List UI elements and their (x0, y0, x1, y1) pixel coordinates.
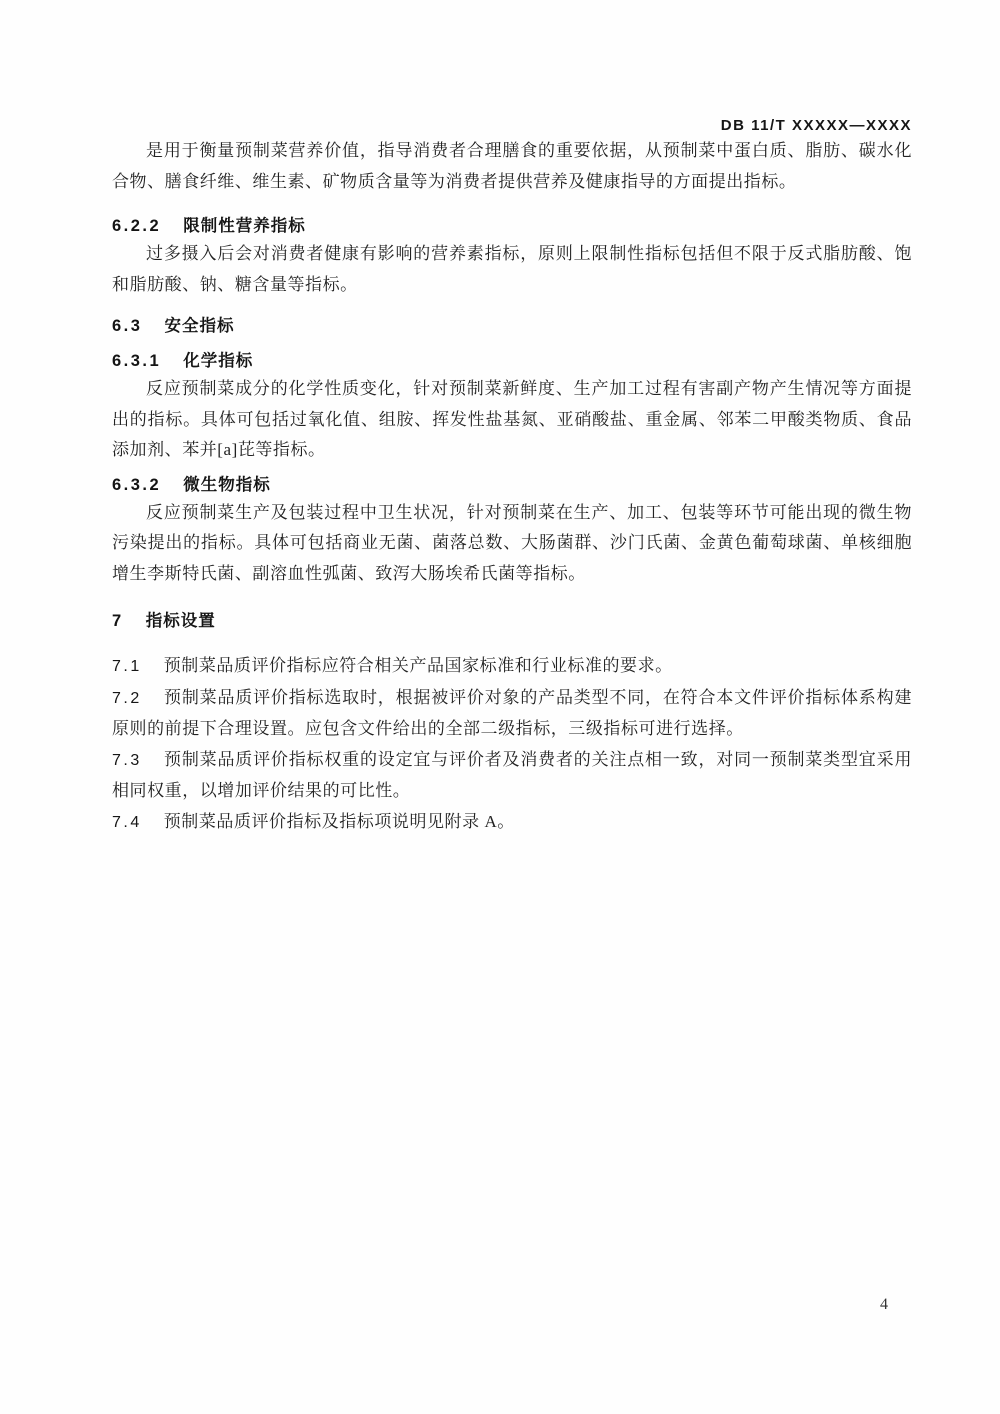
heading-6-3-2 (112, 472, 912, 498)
doc-number: DB 11/T XXXXX—XXXX (720, 117, 912, 134)
clause-7-3 (112, 745, 912, 807)
clause-7-1 (112, 651, 912, 683)
clause-7-4 (112, 807, 912, 839)
heading-title: 化学指标 (183, 352, 254, 370)
clause-text: 预制菜品质评价指标及指标项说明见附录 A。 (163, 811, 515, 831)
paragraph-6-2-2: 过多摄入后会对消费者健康有影响的营养素指标，原则上限制性指标包括但不限于反式脂肪酸、饱和脂肪酸、钠、糖含量等指标。 (112, 244, 912, 294)
heading-title: 微生物指标 (183, 475, 271, 494)
paragraph-6-3-1: 反应预制菜成分的化学性质变化，针对预制菜新鲜度、生产加工过程有害副产物产生情况等方面提出的指标。具体可包括过氧化值、组胺、挥发性盐基氮、亚硝酸盐、重金属、邻苯二甲酸类物质、食品添加剂、苯并[a]芘等指标。 (112, 379, 912, 459)
page-content (112, 0, 912, 838)
heading-title: 安全指标 (164, 317, 235, 335)
clause-number: 7.1 (112, 658, 142, 675)
heading-title: 指标设置 (145, 612, 216, 630)
heading-number: 6.2.2 (112, 217, 162, 235)
paragraph-6-3-2: 反应预制菜生产及包装过程中卫生状况，针对预制菜在生产、加工、包装等环节可能出现的微生物污染提出的指标。具体可包括商业无菌、菌落总数、大肠菌群、沙门氏菌、金黄色葡萄球菌、单核细胞增生李斯特氏菌、副溶血性弧菌、致泻大肠埃希氏菌等指标。 (112, 502, 912, 583)
heading-number: 6.3.1 (112, 352, 162, 370)
clause-text: 预制菜品质评价指标应符合相关产品国家标准和行业标准的要求。 (163, 656, 673, 675)
clause-text: 预制菜品质评价指标选取时，根据被评价对象的产品类型不同，在符合本文件评价指标体系构建原则的前提下合理设置。应包含文件给出的全部二级指标，三级指标可进行选择。 (112, 687, 912, 738)
heading-title: 限制性营养指标 (183, 217, 306, 235)
heading-6-2-2 (112, 213, 912, 239)
heading-number: 7 (112, 612, 124, 630)
heading-6-3-1 (112, 348, 912, 374)
clause-7-2 (112, 683, 912, 745)
heading-7 (112, 608, 912, 634)
page-number: 4 (880, 1296, 888, 1313)
intro-paragraph: 是用于衡量预制菜营养价值，指导消费者合理膳食的重要依据，从预制菜中蛋白质、脂肪、碳水化合物、膳食纤维、维生素、矿物质含量等为消费者提供营养及健康指导的方面提出指标。 (112, 141, 912, 191)
clause-number: 7.3 (112, 751, 142, 769)
heading-number: 6.3.2 (112, 475, 162, 494)
running-header (112, 116, 912, 136)
section-7-clauses (112, 651, 912, 838)
heading-number: 6.3 (112, 317, 143, 335)
clause-number: 7.4 (112, 813, 142, 831)
clause-number: 7.2 (112, 689, 142, 707)
heading-6-3 (112, 313, 912, 339)
clause-text: 预制菜品质评价指标权重的设定宜与评价者及消费者的关注点相一致，对同一预制菜类型宜采用相同权重，以增加评价结果的可比性。 (112, 749, 912, 800)
